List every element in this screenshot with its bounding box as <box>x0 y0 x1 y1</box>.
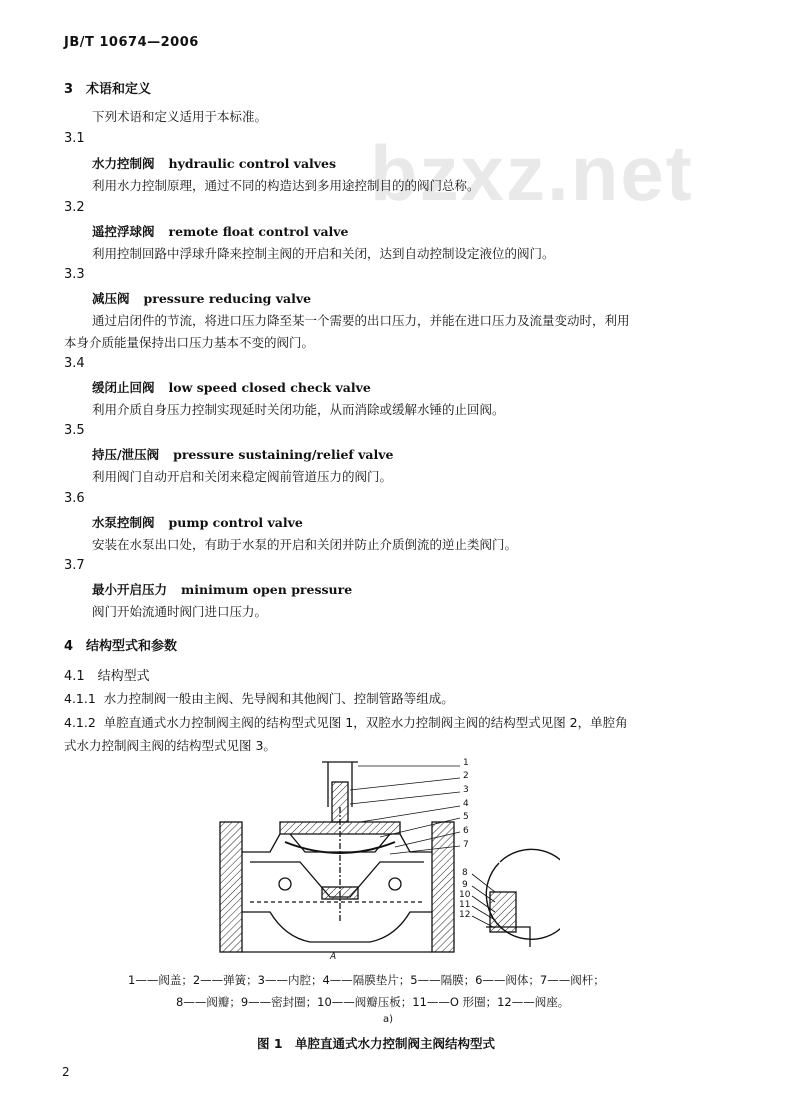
term-en: remote float control valve <box>168 224 349 239</box>
term-definition: 利用控制回路中浮球升降来控制主阀的开启和关闭，达到自动控制设定液位的阀门。 <box>92 246 555 261</box>
term-definition-cont: 本身介质能量保持出口压力基本不变的阀门。 <box>64 335 315 350</box>
valve-cross-section-drawing <box>210 752 560 972</box>
clause-text: 单腔直通式水力控制阀主阀的结构型式见图 1，双腔水力控制阀主阀的结构型式见图 2，单腔角 <box>103 715 628 730</box>
term-number: 3.7 <box>64 558 85 573</box>
term-zh: 最小开启压力 <box>92 582 168 597</box>
clause-number: 4.1.2 <box>64 715 96 730</box>
callout-label: 2 <box>463 771 469 781</box>
term-en: pump control valve <box>168 515 303 530</box>
term-en: hydraulic control valves <box>168 156 337 171</box>
callout-label: 9 <box>462 880 468 890</box>
term-number: 3.1 <box>64 131 85 146</box>
callout-label: 4 <box>463 799 469 809</box>
section-3-title: 3 术语和定义 <box>64 82 152 97</box>
term-en: low speed closed check valve <box>168 380 371 395</box>
section-4-title: 4 结构型式和参数 <box>64 639 178 654</box>
callout-label: 12 <box>459 910 471 920</box>
term-heading <box>92 445 393 463</box>
clause-4-1-2-cont: 式水力控制阀主阀的结构型式见图 3。 <box>64 738 276 753</box>
term-definition: 利用介质自身压力控制实现延时关闭功能，从而消除或缓解水锤的止回阀。 <box>92 402 505 417</box>
page-number: 2 <box>62 1065 70 1079</box>
term-heading <box>92 513 303 531</box>
term-en: pressure reducing valve <box>143 291 312 306</box>
term-number: 3.6 <box>64 491 85 506</box>
clause-text: 水力控制阀一般由主阀、先导阀和其他阀门、控制管路等组成。 <box>103 691 454 706</box>
term-zh: 减压阀 <box>92 291 130 306</box>
port-hole-right <box>389 878 401 890</box>
term-definition: 利用水力控制原理，通过不同的构造达到多用途控制目的的阀门总称。 <box>92 178 480 193</box>
term-definition: 利用阀门自动开启和关闭来稳定阀前管道压力的阀门。 <box>92 469 393 484</box>
figure-legend-line: 8——阀瓣；9——密封圈；10——阀瓣压板；11——O 形圈；12——阀座。 <box>176 995 570 1009</box>
term-number: 3.5 <box>64 423 85 438</box>
term-number: 3.3 <box>64 267 85 282</box>
term-definition: 通过启闭件的节流，将进口压力降至某一个需要的出口压力，并能在进口压力及流量变动时，利用 <box>92 313 630 328</box>
subsection-4-1-title: 4.1 结构型式 <box>64 669 150 684</box>
callout-label: 11 <box>459 900 471 910</box>
term-zh: 遥控浮球阀 <box>92 224 155 239</box>
term-heading <box>92 289 311 307</box>
term-heading <box>92 222 349 240</box>
term-zh: 持压/泄压阀 <box>92 447 160 462</box>
term-number: 3.2 <box>64 200 85 215</box>
term-zh: 缓闭止回阀 <box>92 380 155 395</box>
callout-label: 5 <box>463 812 469 822</box>
term-heading <box>92 154 336 172</box>
figure-sub-label: a) <box>383 1014 394 1025</box>
term-en: pressure sustaining/relief valve <box>173 447 394 462</box>
left-flange <box>220 822 242 952</box>
callout-label: 6 <box>463 826 469 836</box>
watermark: bzxz.net <box>370 129 694 217</box>
term-zh: 水力控制阀 <box>92 156 155 171</box>
section-mark-a: A <box>330 952 337 962</box>
callout-label: 3 <box>463 785 469 795</box>
clause-4-1-2 <box>64 713 628 731</box>
callout-label: 1 <box>463 758 469 768</box>
callout-label: 10 <box>459 890 471 900</box>
port-hole-left <box>279 878 291 890</box>
term-number: 3.4 <box>64 356 85 371</box>
valve-disc <box>322 887 358 899</box>
callout-label: 7 <box>463 840 469 850</box>
clause-number: 4.1.1 <box>64 691 96 706</box>
term-en: minimum open pressure <box>181 582 353 597</box>
figure-legend-line: 1——阀盖；2——弹簧；3——内腔；4——隔膜垫片；5——隔膜；6——阀体；7——阀杆； <box>128 973 605 987</box>
term-definition: 安装在水泵出口处，有助于水泵的开启和关闭并防止介质倒流的逆止类阀门。 <box>92 537 518 552</box>
callout-label: 8 <box>462 868 468 878</box>
term-zh: 水泵控制阀 <box>92 515 155 530</box>
right-flange <box>432 822 454 952</box>
term-heading <box>92 580 352 598</box>
valve-body <box>242 834 432 852</box>
term-definition: 阀门开始流通时阀门进口压力。 <box>92 604 268 619</box>
clause-4-1-1 <box>64 689 454 707</box>
section-3-intro: 下列术语和定义适用于本标准。 <box>92 109 268 124</box>
term-heading <box>92 378 371 396</box>
figure-title: 图 1 单腔直通式水力控制阀主阀结构型式 <box>257 1036 496 1051</box>
standard-code-header: JB/T 10674—2006 <box>64 35 199 50</box>
